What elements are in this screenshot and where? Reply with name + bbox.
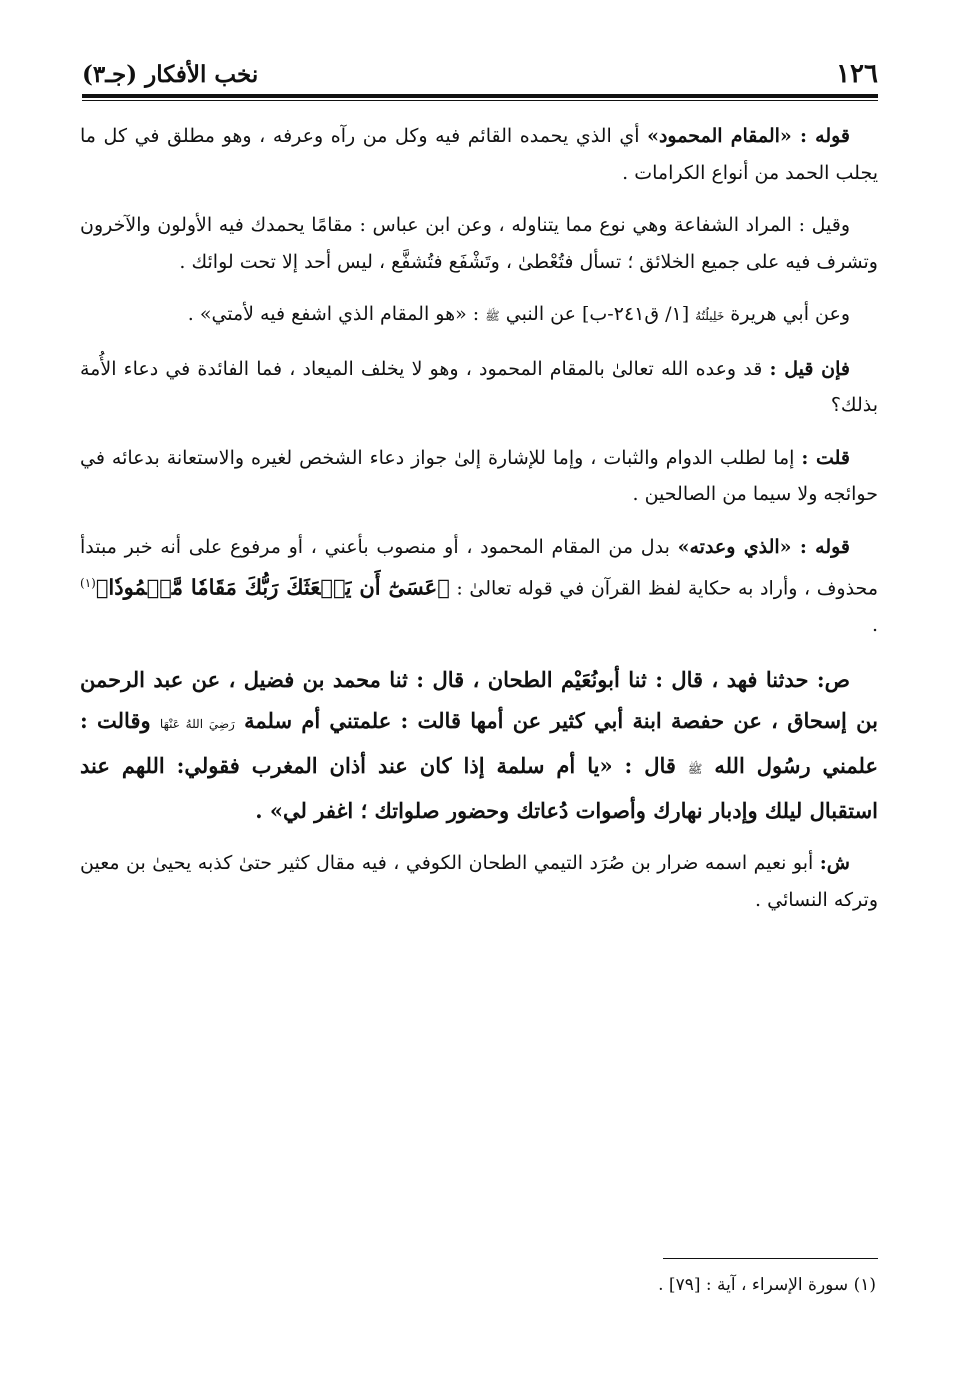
honorific-glyph: رَضِيَ اللهُ عَنْهَا bbox=[159, 717, 235, 732]
footnote-reference[interactable]: (١) bbox=[80, 576, 96, 590]
paragraph-text: ص: حدثنا فهد ، قال : ثنا أبونُعَيْم الطحان ، قال : ثنا محمد بن فضيل ، عن عبد الرحمن بن إسحاق ، عن حفصة ابنة أبي كثير عن أمها قالت : علمتني أم سلمة bbox=[80, 667, 878, 734]
paragraph-objection bbox=[80, 351, 878, 424]
paragraph-text: . bbox=[871, 613, 878, 636]
paragraph-lead: قوله : «المقام المحمود» bbox=[647, 125, 851, 147]
paragraph-commentary bbox=[80, 845, 878, 918]
paragraph-lead: قوله : «الذي وعدته» bbox=[677, 535, 851, 558]
paragraph-hadith-text bbox=[80, 659, 878, 831]
paragraph-text: : «هو المقام الذي اشفع فيه لأمتي» . bbox=[187, 303, 486, 325]
paragraph-text: [١/ ق٢٤١-ب] عن النبي bbox=[499, 303, 696, 325]
paragraph-shafaa bbox=[80, 207, 878, 280]
salutation-glyph: ﷺ bbox=[687, 762, 703, 777]
footnote: (١) سورة الإسراء ، آية : [٧٩] . bbox=[658, 1275, 876, 1295]
paragraph-text: قد وعده الله تعالىٰ بالمقام المحمود ، وهو لا يخلف الميعاد ، فما الفائدة في دعاء الأُمة بذلك؟ bbox=[80, 357, 878, 416]
paragraph-maqam-mahmud bbox=[80, 118, 878, 191]
paragraph-text: بدل من المقام المحمود ، أو منصوب بأعني ، أو مرفوع على أنه خبر مبتدأ محذوف ، وأراد به حكاية لفظ القرآن في قوله تعالىٰ : bbox=[80, 535, 878, 600]
paragraph-text: وقيل : المراد الشفاعة وهي نوع مما يتناوله ، وعن ابن عباس : مقامًا يحمدك فيه الأولون والآخرون وتشرف فيه على جميع الخلائق ؛ تسأل فتُعْطىٰ ، وتَشْفَع فتُشفَّع ، ليس أحد إلا تحت لوائك . bbox=[80, 214, 878, 273]
footnote-rule bbox=[663, 1258, 878, 1259]
header-rule-thin bbox=[82, 100, 878, 101]
paragraph-abu-hurayra bbox=[80, 296, 878, 335]
paragraph-lead: فإن قيل : bbox=[769, 357, 850, 380]
salutation-glyph: ﷺ bbox=[485, 309, 500, 323]
quran-verse: ﴿عَسَىٰٓ أَن يَبۡعَثَكَ رَبُّكَ مَقَامٗا مَّحۡمُودٗا﴾ bbox=[95, 574, 450, 600]
paragraph-alladhi-waadtah bbox=[80, 529, 878, 644]
paragraph-text: أي الذي يحمده القائم فيه وكل من رآه وعرفه ، وهو مطلق في كل ما يجلب الحمد من أنواع الكرامات . bbox=[80, 125, 878, 184]
page-number: ١٢٦ bbox=[836, 59, 878, 89]
paragraph-text: وعن أبي هريرة bbox=[724, 303, 850, 325]
header-rule-thick bbox=[82, 94, 878, 98]
paragraph-lead: ش: bbox=[819, 852, 850, 875]
page-header bbox=[82, 56, 878, 92]
paragraph-text: وقالت : علمني رسُول الله bbox=[80, 708, 878, 779]
paragraph-text: إما لطلب الدوام والثبات ، وإما للإشارة إلىٰ جواز دعاء الشخص لغيره والاستعانة بدعائه في حوائجه ولا سيما من الصالحين . bbox=[80, 446, 878, 505]
paragraph-text: أبو نعيم اسمه ضرار بن صُرَد التيمي الطحان الكوفي ، فيه مقال كثير حتىٰ كذبه يحيىٰ بن معين وتركه النسائي . bbox=[80, 852, 878, 911]
page-body bbox=[80, 118, 878, 934]
paragraph-answer bbox=[80, 440, 878, 513]
honorific-glyph: خَلِيلُتُهُ bbox=[695, 309, 725, 323]
paragraph-text: قال : «يا أم سلمة إذا كان عند أذان المغرب فقولي: اللهم عند استقبال ليلك وإدبار نهارك وأصوات دُعاتك وحضور صلواتك ؛ اغفر لي» . bbox=[80, 753, 878, 824]
book-title: نخب الأفكار (جـ٣) bbox=[82, 60, 259, 88]
paragraph-lead: قلت : bbox=[801, 446, 850, 469]
